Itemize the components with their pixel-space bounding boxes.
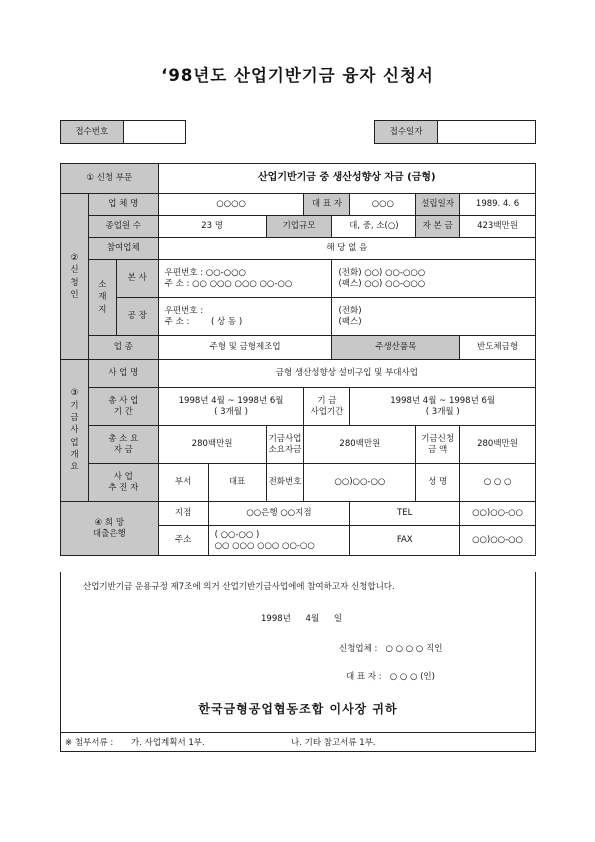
bank-addr-value[interactable]: ( ○○-○○ ) ○○ ○○○ ○○○ ○○-○○ — [208, 526, 350, 556]
apply-value[interactable]: 280백만원 — [460, 426, 536, 464]
branch-value[interactable]: ○○은행 ○○지점 — [208, 502, 350, 526]
receipt-table — [60, 120, 536, 144]
rep-value[interactable]: ○○○ — [350, 194, 416, 216]
total-period-value[interactable]: 1998년 4월 ~ 1998년 6월 ( 3개월 ) — [158, 388, 304, 426]
product-value[interactable]: 반도체금형 — [460, 336, 536, 360]
applicant-section-label: ② 신 청 인 — [61, 194, 89, 360]
factory-contact-block[interactable]: (전화) (팩스) — [332, 298, 536, 336]
hq-label: 본 사 — [116, 260, 158, 298]
company-name-label: 업 체 명 — [88, 194, 158, 216]
dept-label: 부서 — [158, 464, 208, 502]
total-need-value[interactable]: 280백만원 — [158, 426, 266, 464]
dept-value[interactable]: 대표 — [208, 464, 266, 502]
person-value[interactable]: ○ ○ ○ — [460, 464, 536, 502]
phone-label: 전화번호 — [266, 464, 304, 502]
branch-label: 지점 — [158, 502, 208, 526]
receipt-number-field[interactable] — [123, 121, 185, 144]
product-label: 주생산품목 — [332, 336, 460, 360]
fund-need-value[interactable]: 280백만원 — [304, 426, 416, 464]
est-date-label: 설립일자 — [416, 194, 460, 216]
fund-need-label: 기금사업 소요자금 — [266, 426, 304, 464]
business-value[interactable]: 주형 및 금형제조업 — [158, 336, 332, 360]
attachment-item-2: 나. 기타 참고서류 1부. — [291, 738, 376, 748]
promoter-label: 사 업 추 진 자 — [88, 464, 158, 502]
attachment-item-1: 가. 사업계획서 1부. — [131, 738, 205, 748]
project-section-label: ③ 기 금 사 업 개 요 — [61, 360, 89, 502]
total-need-label: 총 소 요 자 금 — [88, 426, 158, 464]
employees-label: 종업원 수 — [88, 216, 158, 238]
capital-label: 자 본 금 — [416, 216, 460, 238]
scale-label: 기업규모 — [266, 216, 332, 238]
person-label: 성 명 — [416, 464, 460, 502]
receipt-date-label: 접수일자 — [375, 121, 438, 144]
applicant-rep-line: 대 표 자 : ○ ○ ○ (인) — [346, 672, 435, 682]
fund-period-label: 기 금 사업기간 — [304, 388, 350, 426]
attachments-row — [60, 732, 536, 752]
phone-value[interactable]: ○○)○○-○○ — [304, 464, 416, 502]
participant-label: 참여업체 — [88, 238, 158, 260]
fund-period-value[interactable]: 1998년 4월 ~ 1998년 6월 ( 3개월 ) — [350, 388, 536, 426]
application-form — [60, 163, 536, 556]
apply-label: 기금신청 금 액 — [416, 426, 460, 464]
bank-tel-value[interactable]: ○○)○○-○○ — [460, 502, 536, 526]
business-label: 업 종 — [88, 336, 158, 360]
scale-value[interactable]: 대, 중, 소(○) — [332, 216, 416, 238]
location-label: 소 재 지 — [88, 260, 116, 336]
section1-value: 산업기반기금 중 생산성향상 자금 (금형) — [158, 164, 535, 194]
employees-value[interactable]: 23 명 — [158, 216, 266, 238]
hq-contact-block[interactable]: (전화) ○○) ○○-○○○ (팩스) ○○) ○○-○○○ — [332, 260, 536, 298]
receipt-date-field[interactable] — [437, 121, 535, 144]
applicant-company-line: 신청업체 : ○ ○ ○ ○ 직인 — [339, 644, 443, 654]
capital-value[interactable]: 423백만원 — [460, 216, 536, 238]
rep-label: 대 표 자 — [304, 194, 350, 216]
bank-section-label: ④ 희 망 대출은행 — [61, 502, 159, 556]
bank-fax-label: FAX — [350, 526, 460, 556]
factory-address-block[interactable]: 우편번호 : 주 소 : ( 상 동 ) — [158, 298, 332, 336]
project-name-value[interactable]: 금형 생산성향상 설비구입 및 부대사업 — [158, 360, 535, 388]
project-name-label: 사 업 명 — [88, 360, 158, 388]
declaration-date: 1998년 4월 일 — [261, 614, 343, 624]
est-date-value[interactable]: 1989. 4. 6 — [460, 194, 536, 216]
section1-label: ① 신청 부문 — [61, 164, 159, 194]
bank-fax-value[interactable]: ○○)○○-○○ — [460, 526, 536, 556]
declaration-statement: 산업기반기금 운용규정 제7조에 의거 산업기반기금사업에에 참여하고자 신청합니다. — [83, 582, 395, 592]
receipt-number-label: 접수번호 — [61, 121, 124, 144]
hq-address-block[interactable]: 우편번호 : ○○-○○○ 주 소 : ○○ ○○○ ○○○ ○○-○○ — [158, 260, 332, 298]
participant-value[interactable]: 해 당 없 음 — [158, 238, 535, 260]
attachments-label: ※ 첨부서류 : — [65, 738, 114, 748]
declaration-box — [60, 572, 536, 733]
bank-tel-label: TEL — [350, 502, 460, 526]
addressee: 한국금형공업협동조합 이사장 귀하 — [198, 702, 398, 716]
bank-addr-label: 주소 — [158, 526, 208, 556]
factory-label: 공 장 — [116, 298, 158, 336]
company-name-value[interactable]: ○○○○ — [158, 194, 304, 216]
page-title: ‘98년도 산업기반기금 융자 신청서 — [161, 66, 434, 85]
total-period-label: 총 사 업 기 간 — [88, 388, 158, 426]
